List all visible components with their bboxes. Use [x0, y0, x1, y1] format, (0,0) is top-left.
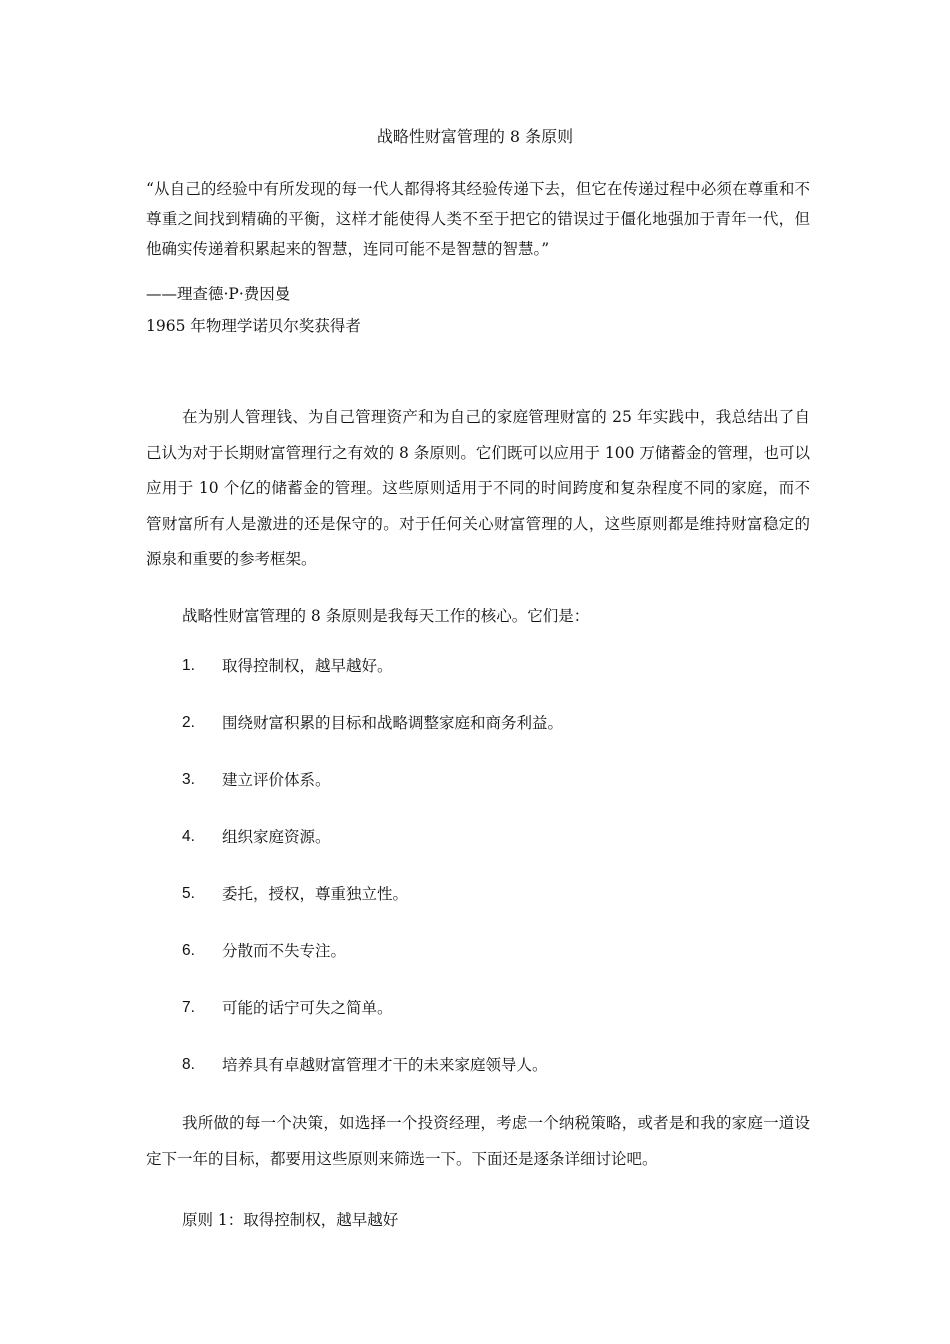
- list-item: [146, 939, 810, 996]
- list-item: [146, 825, 810, 882]
- list-text: 组织家庭资源。: [222, 828, 331, 846]
- list-text: 培养具有卓越财富管理才干的未来家庭领导人。: [222, 1056, 548, 1074]
- list-number: 6.: [182, 942, 195, 959]
- decision-paragraph: 我所做的每一个决策，如选择一个投资经理，考虑一个纳税策略，或者是和我的家庭一道设定下一年的目标，都要用这些原则来筛选一下。下面还是逐条详细讨论吧。: [146, 1114, 810, 1168]
- list-item: [146, 996, 810, 1053]
- list-item: [146, 654, 810, 711]
- list-number: 3.: [182, 771, 195, 788]
- list-text: 委托，授权，尊重独立性。: [222, 885, 409, 903]
- list-text: 围绕财富积累的目标和战略调整家庭和商务利益。: [222, 714, 564, 732]
- list-number: 1.: [182, 657, 195, 674]
- list-item: [146, 1053, 810, 1110]
- list-number: 4.: [182, 828, 195, 845]
- list-number: 8.: [182, 1056, 195, 1073]
- list-text: 取得控制权，越早越好。: [222, 657, 393, 675]
- list-item: [146, 711, 810, 768]
- document-title: 战略性财富管理的 8 条原则: [376, 127, 574, 146]
- intro-paragraph: 在为别人管理钱、为自己管理资产和为自己的家庭管理财富的 25 年实践中，我总结出了自己认为对于长期财富管理行之有效的 8 条原则。它们既可以应用于 100 万储蓄金的管理，也可以应用于 10 个亿的储蓄金的管理。这些原则适用于不同的时间跨度和复杂程度不同的家庭，而不管财富所有人是激进的还是保守的。对于任何关心财富管理的人，这些原则都是维持财富稳定的源泉和重要的参考框架。: [146, 408, 810, 568]
- epigraph-quote: “从自己的经验中有所发现的每一代人都得将其经验传递下去，但它在传递过程中必须在尊重和不尊重之间找到精确的平衡，这样才能使得人类不至于把它的错误过于僵化地强加于青年一代，但他确实传递着积累起来的智慧，连同可能不是智慧的智慧。”: [146, 180, 810, 258]
- quote-attribution: ——理查德·P·费因曼: [146, 285, 291, 303]
- list-number: 5.: [182, 885, 195, 902]
- list-text: 分散而不失专注。: [222, 942, 347, 960]
- principles-intro: 战略性财富管理的 8 条原则是我每天工作的核心。它们是：: [182, 607, 590, 625]
- list-number: 2.: [182, 714, 195, 731]
- list-item: [146, 768, 810, 825]
- principles-list: [146, 654, 810, 1110]
- list-item: [146, 882, 810, 939]
- list-number: 7.: [182, 999, 195, 1016]
- principle-1-heading: 原则 1：取得控制权，越早越好: [182, 1211, 399, 1229]
- list-text: 可能的话宁可失之简单。: [222, 999, 393, 1017]
- list-text: 建立评价体系。: [222, 771, 331, 789]
- attribution-note: 1965 年物理学诺贝尔奖获得者: [146, 317, 361, 335]
